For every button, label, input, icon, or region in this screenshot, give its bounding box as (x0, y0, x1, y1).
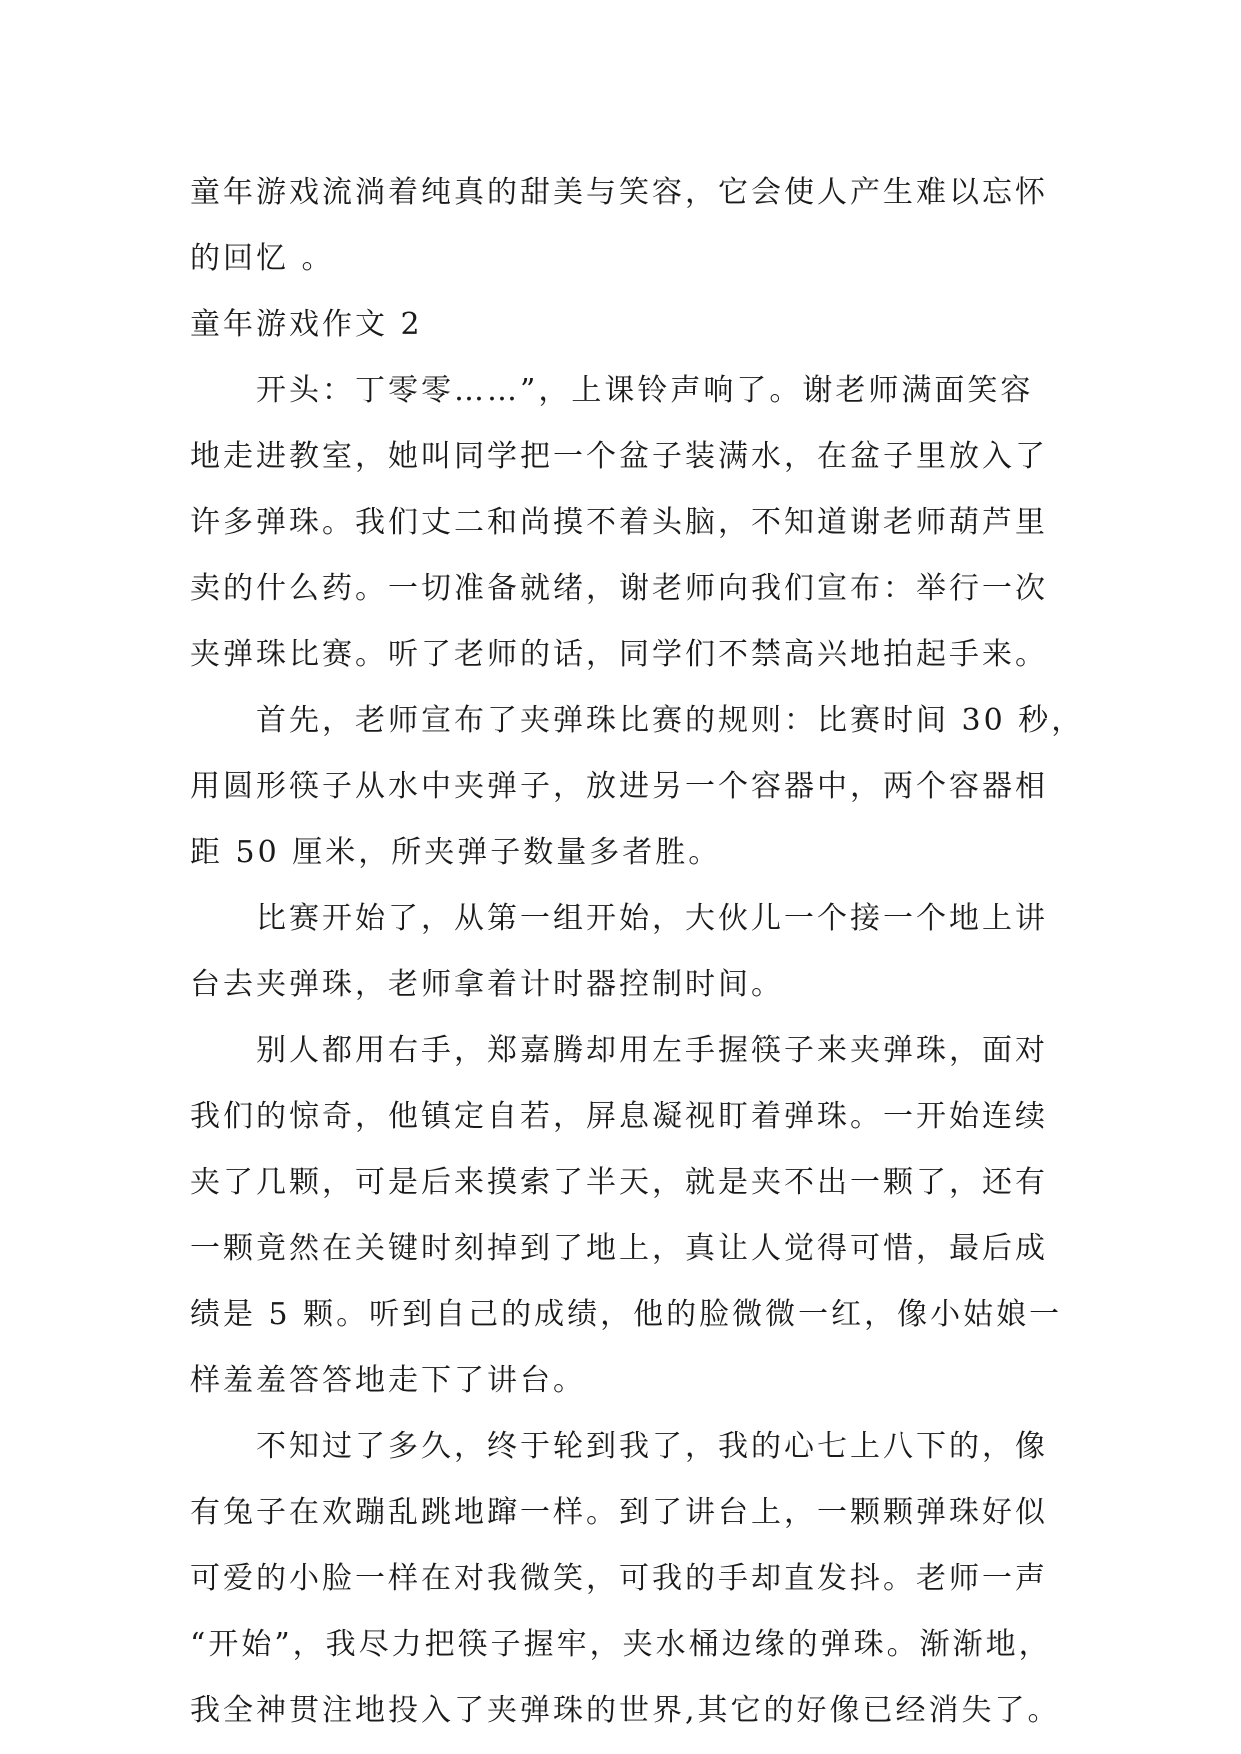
text-line: 有兔子在欢蹦乱跳地蹿一样。到了讲台上，一颗颗弹珠好似 (190, 1495, 1048, 1530)
text-line: 地走进教室，她叫同学把一个盆子装满水，在盆子里放入了 (190, 439, 1048, 474)
text-line: 首先，老师宣布了夹弹珠比赛的规则：比赛时间 30 秒， (256, 703, 1085, 738)
text-line: 绩是 5 颗。听到自己的成绩，他的脸微微一红，像小姑娘一 (190, 1297, 1063, 1332)
text-line: 用圆形筷子从水中夹弹子，放进另一个容器中，两个容器相 (190, 769, 1048, 804)
text-line: 台去夹弹珠，老师拿着计时器控制时间。 (190, 967, 784, 1002)
text-line: 夹弹珠比赛。听了老师的话，同学们不禁高兴地拍起手来。 (190, 637, 1048, 672)
text-line: 不知过了多久，终于轮到我了，我的心七上八下的，像 (256, 1429, 1048, 1464)
text-line: 比赛开始了，从第一组开始，大伙儿一个接一个地上讲 (256, 901, 1048, 936)
document-body (190, 160, 1085, 1744)
text-line: 样羞羞答答地走下了讲台。 (190, 1363, 586, 1398)
text-line: 卖的什么药。一切准备就绪，谢老师向我们宣布：举行一次 (190, 571, 1048, 606)
text-line: 的回忆 。 (190, 241, 335, 276)
text-line: 一颗竟然在关键时刻掉到了地上，真让人觉得可惜，最后成 (190, 1231, 1048, 1266)
text-line: 距 50 厘米，所夹弹子数量多者胜。 (190, 835, 722, 870)
text-line: 别人都用右手，郑嘉腾却用左手握筷子来夹弹珠，面对 (256, 1033, 1048, 1068)
text-line: 可爱的小脸一样在对我微笑，可我的手却直发抖。老师一声 (190, 1561, 1048, 1596)
text-line: 我全神贯注地投入了夹弹珠的世界,其它的好像已经消失了。 (190, 1693, 1061, 1728)
section-heading: 童年游戏作文 2 (190, 307, 423, 342)
text-line: 许多弹珠。我们丈二和尚摸不着头脑，不知道谢老师葫芦里 (190, 505, 1048, 540)
text-line: 开头：丁零零……”，上课铃声响了。谢老师满面笑容 (256, 373, 1034, 408)
text-line: 我们的惊奇，他镇定自若，屏息凝视盯着弹珠。一开始连续 (190, 1099, 1048, 1134)
text-line: 夹了几颗，可是后来摸索了半天，就是夹不出一颗了，还有 (190, 1165, 1048, 1200)
text-line: 童年游戏流淌着纯真的甜美与笑容，它会使人产生难以忘怀 (190, 175, 1048, 210)
text-line: “开始”，我尽力把筷子握牢，夹水桶边缘的弹珠。渐渐地， (190, 1627, 1052, 1662)
